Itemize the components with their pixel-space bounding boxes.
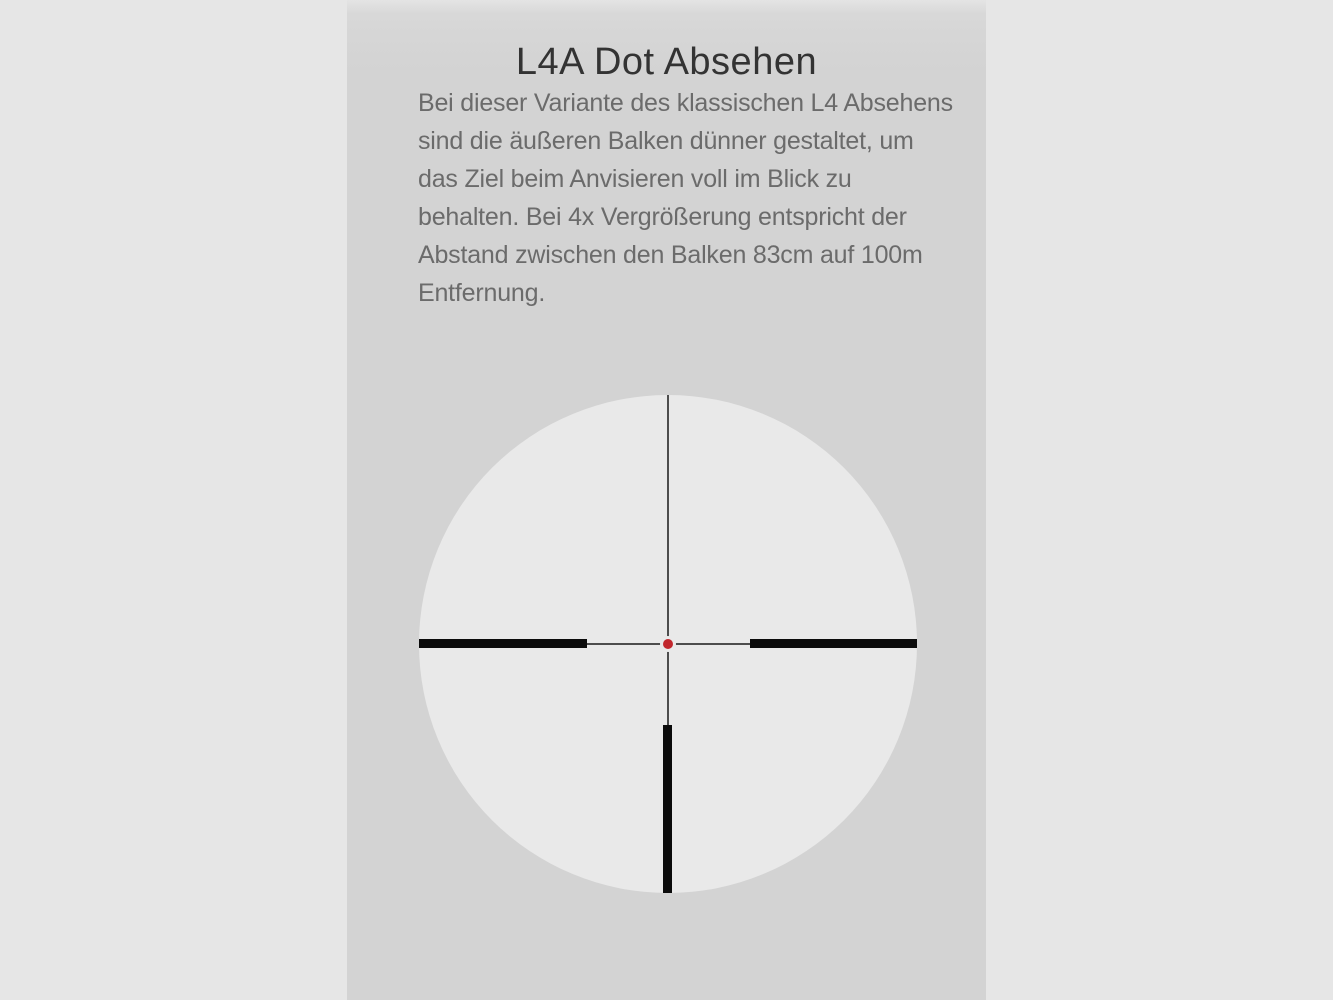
description-line: sind die äußeren Balken dünner gestaltet, um <box>418 127 914 155</box>
description-line: behalten. Bei 4x Vergrößerung entspricht der <box>418 203 907 231</box>
description-line: das Ziel beim Anvisieren voll im Blick zu <box>418 165 852 193</box>
crosshair-vertical-thin-line <box>667 395 669 726</box>
description-line: Abstand zwischen den Balken 83cm auf 100m <box>418 241 923 269</box>
reticle-diagram <box>419 395 917 893</box>
content-panel <box>347 0 986 1000</box>
description-line: Bei dieser Variante des klassischen L4 Absehens <box>418 89 953 117</box>
reticle-bar-left <box>419 639 587 648</box>
reticle-description <box>418 84 953 312</box>
reticle-bar-bottom <box>663 725 672 893</box>
illuminated-red-dot <box>663 639 673 649</box>
description-line: Entfernung. <box>418 279 546 307</box>
page-title: L4A Dot Absehen <box>515 41 818 84</box>
reticle-bar-right <box>750 639 917 648</box>
